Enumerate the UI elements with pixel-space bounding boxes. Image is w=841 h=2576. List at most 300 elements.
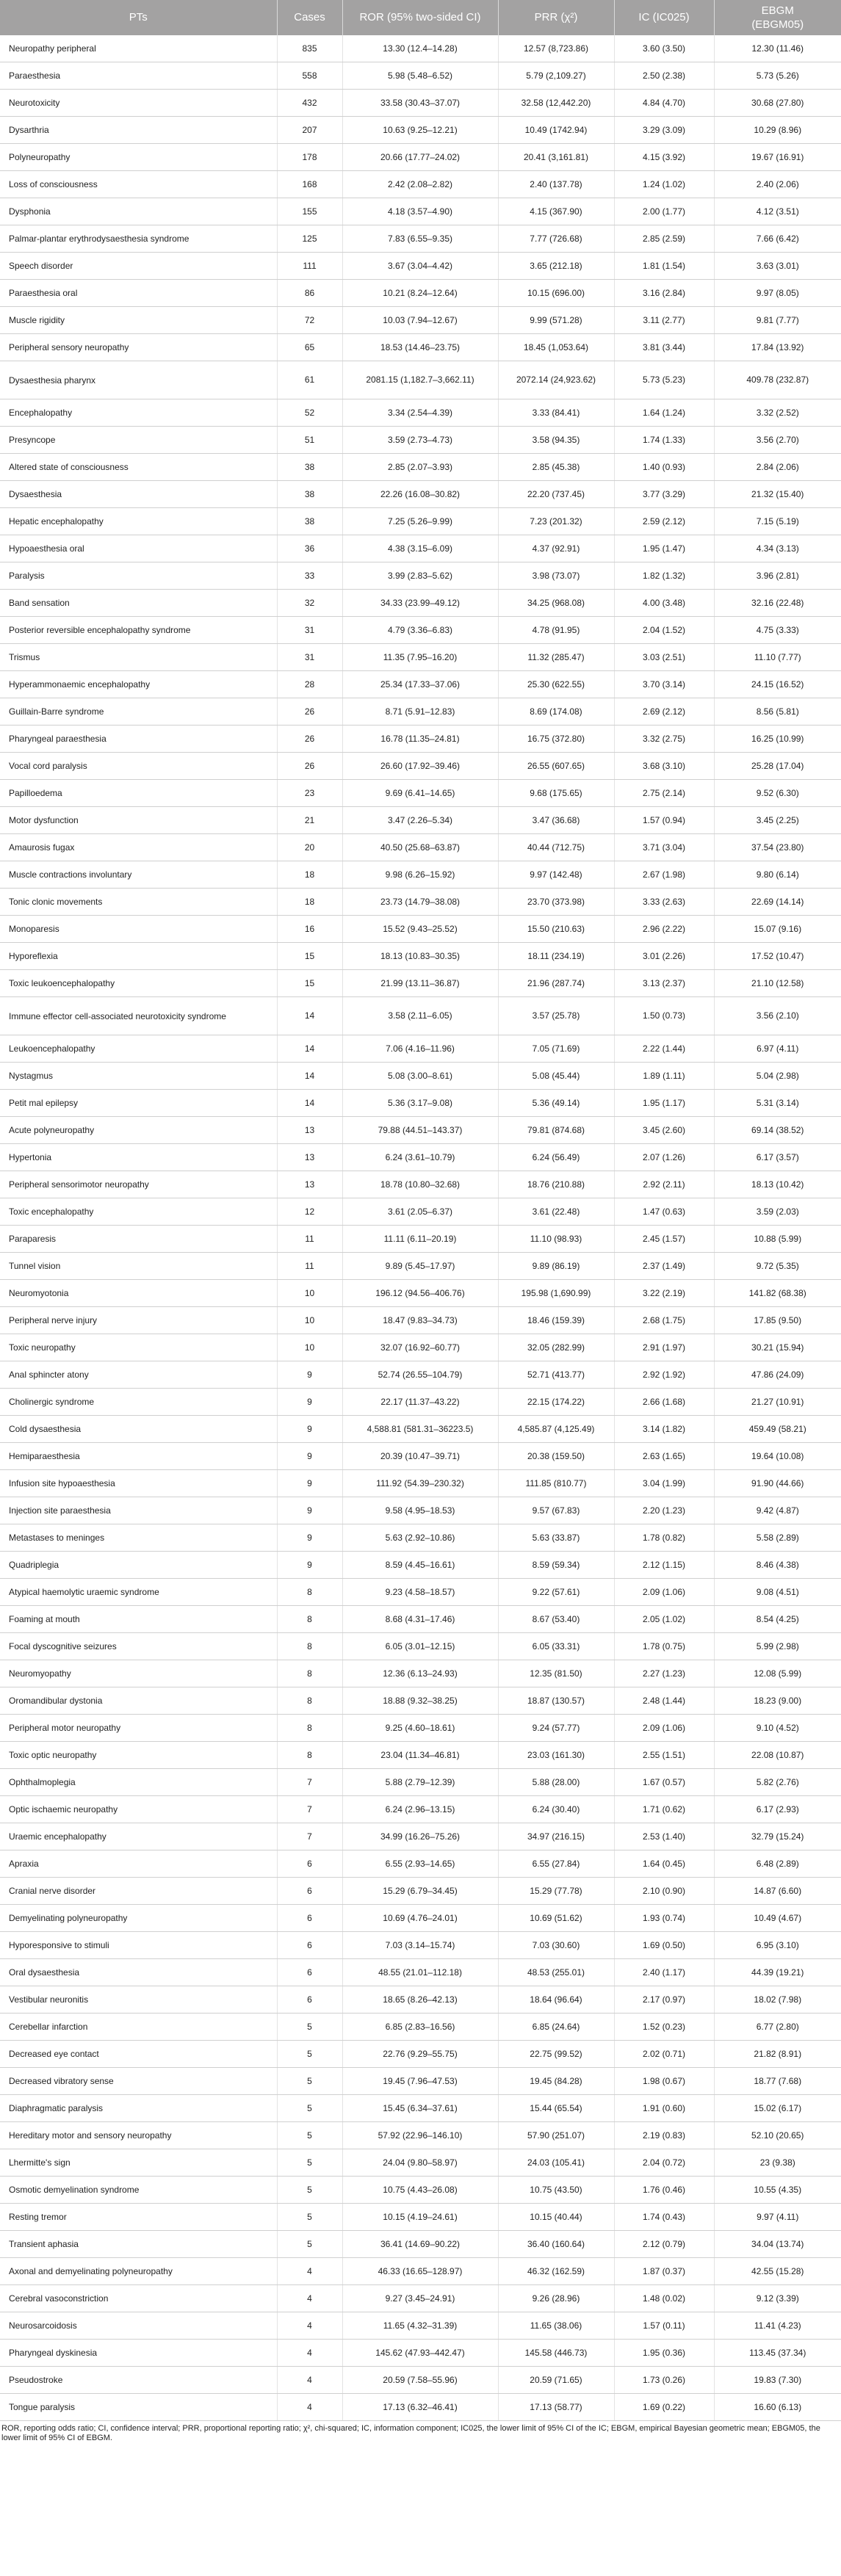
col-ebgm-cell: 9.72 (5.35)	[714, 1253, 841, 1280]
col-ic-cell: 3.01 (2.26)	[614, 943, 714, 970]
col-ic-cell: 1.95 (1.17)	[614, 1090, 714, 1117]
table-row	[0, 334, 841, 361]
col-ebgm-cell: 25.28 (17.04)	[714, 753, 841, 780]
table-row	[0, 1361, 841, 1389]
col-ror-cell: 18.88 (9.32–38.25)	[342, 1687, 498, 1715]
col-cases-cell: 36	[277, 535, 342, 562]
col-ebgm-cell: 18.23 (9.00)	[714, 1687, 841, 1715]
col-cases-cell: 9	[277, 1552, 342, 1579]
table-row	[0, 1687, 841, 1715]
table-row	[0, 617, 841, 644]
col-cases-cell: 558	[277, 62, 342, 90]
col-ic-cell: 4.84 (4.70)	[614, 90, 714, 117]
col-cases-cell: 432	[277, 90, 342, 117]
col-cases-cell: 86	[277, 280, 342, 307]
table-row	[0, 2231, 841, 2258]
col-ror-cell: 10.15 (4.19–24.61)	[342, 2204, 498, 2231]
col-cases-cell: 5	[277, 2014, 342, 2041]
col-prr-cell: 4.15 (367.90)	[498, 198, 614, 225]
col-ror-cell: 12.36 (6.13–24.93)	[342, 1660, 498, 1687]
table-row	[0, 2068, 841, 2095]
col-prr-cell: 19.45 (84.28)	[498, 2068, 614, 2095]
table-row	[0, 1796, 841, 1823]
pt-name-cell: Altered state of consciousness	[0, 454, 277, 481]
col-ebgm-cell: 42.55 (15.28)	[714, 2258, 841, 2285]
col-ror-cell: 20.39 (10.47–39.71)	[342, 1443, 498, 1470]
col-prr-cell: 32.58 (12,442.20)	[498, 90, 614, 117]
col-cases-cell: 26	[277, 698, 342, 726]
col-ror-cell: 15.45 (6.34–37.61)	[342, 2095, 498, 2122]
col-prr-cell: 11.32 (285.47)	[498, 644, 614, 671]
col-cases-cell: 16	[277, 916, 342, 943]
pt-name-cell: Anal sphincter atony	[0, 1361, 277, 1389]
pt-name-cell: Vestibular neuronitis	[0, 1986, 277, 2014]
col-prr-cell: 34.25 (968.08)	[498, 590, 614, 617]
col-ror-cell: 10.63 (9.25–12.21)	[342, 117, 498, 144]
col-ebgm-cell: 18.77 (7.68)	[714, 2068, 841, 2095]
table-row	[0, 1660, 841, 1687]
col-ic-cell: 1.64 (0.45)	[614, 1850, 714, 1878]
col-cases-cell: 4	[277, 2312, 342, 2340]
col-ror-cell: 8.68 (4.31–17.46)	[342, 1606, 498, 1633]
pt-name-cell: Foaming at mouth	[0, 1606, 277, 1633]
col-ebgm-cell: 3.96 (2.81)	[714, 562, 841, 590]
col-prr-cell: 12.35 (81.50)	[498, 1660, 614, 1687]
pt-name-cell: Hypertonia	[0, 1144, 277, 1171]
table-row	[0, 1769, 841, 1796]
col-ic-cell: 2.66 (1.68)	[614, 1389, 714, 1416]
col-ror-cell: 16.78 (11.35–24.81)	[342, 726, 498, 753]
col-ror-cell: 22.76 (9.29–55.75)	[342, 2041, 498, 2068]
pt-name-cell: Decreased vibratory sense	[0, 2068, 277, 2095]
col-cases-cell: 6	[277, 1905, 342, 1932]
col-ror-cell: 40.50 (25.68–63.87)	[342, 834, 498, 861]
col-ebgm-cell: 5.04 (2.98)	[714, 1063, 841, 1090]
pt-name-cell: Hyporeflexia	[0, 943, 277, 970]
table-row	[0, 2285, 841, 2312]
table-row	[0, 1117, 841, 1144]
table-row	[0, 171, 841, 198]
pt-name-cell: Resting tremor	[0, 2204, 277, 2231]
col-cases-cell: 31	[277, 644, 342, 671]
pt-name-cell: Polyneuropathy	[0, 144, 277, 171]
col-prr-cell: 2072.14 (24,923.62)	[498, 361, 614, 399]
col-ror-cell: 57.92 (22.96–146.10)	[342, 2122, 498, 2149]
col-ror-cell: 18.65 (8.26–42.13)	[342, 1986, 498, 2014]
col-ror-cell: 25.34 (17.33–37.06)	[342, 671, 498, 698]
table-row	[0, 2041, 841, 2068]
col-ic-cell: 1.76 (0.46)	[614, 2177, 714, 2204]
col-ic-cell: 2.17 (0.97)	[614, 1986, 714, 2014]
table-row	[0, 117, 841, 144]
col-ror-cell: 7.25 (5.26–9.99)	[342, 508, 498, 535]
col-ic-cell: 1.78 (0.82)	[614, 1524, 714, 1552]
col-ic-cell: 3.77 (3.29)	[614, 481, 714, 508]
col-prr-cell: 195.98 (1,690.99)	[498, 1280, 614, 1307]
pt-name-cell: Ophthalmoplegia	[0, 1769, 277, 1796]
pt-name-cell: Muscle rigidity	[0, 307, 277, 334]
col-ic-cell: 2.00 (1.77)	[614, 198, 714, 225]
col-ic-cell: 2.69 (2.12)	[614, 698, 714, 726]
col-prr-cell: 23.70 (373.98)	[498, 889, 614, 916]
col-ebgm-cell: 17.52 (10.47)	[714, 943, 841, 970]
col-cases-cell: 7	[277, 1796, 342, 1823]
col-ic-cell: 1.24 (1.02)	[614, 171, 714, 198]
col-prr-cell: 18.64 (96.64)	[498, 1986, 614, 2014]
table-row	[0, 2095, 841, 2122]
col-ic-cell: 3.13 (2.37)	[614, 970, 714, 997]
pt-name-cell: Posterior reversible encephalopathy syndrome	[0, 617, 277, 644]
col-cases-cell: 28	[277, 671, 342, 698]
col-prr-cell: 18.87 (130.57)	[498, 1687, 614, 1715]
col-ebgm-cell: 10.49 (4.67)	[714, 1905, 841, 1932]
col-ror-cell: 9.58 (4.95–18.53)	[342, 1497, 498, 1524]
col-cases-cell: 52	[277, 399, 342, 427]
pt-name-cell: Oromandibular dystonia	[0, 1687, 277, 1715]
col-prr-cell: 9.89 (86.19)	[498, 1253, 614, 1280]
col-ic-cell: 2.92 (1.92)	[614, 1361, 714, 1389]
table-row	[0, 1552, 841, 1579]
pt-name-cell: Peripheral sensory neuropathy	[0, 334, 277, 361]
pt-name-cell: Toxic optic neuropathy	[0, 1742, 277, 1769]
table-row	[0, 997, 841, 1035]
pt-name-cell: Optic ischaemic neuropathy	[0, 1796, 277, 1823]
col-ic-cell: 2.05 (1.02)	[614, 1606, 714, 1633]
col-cases-cell: 168	[277, 171, 342, 198]
table-row	[0, 2122, 841, 2149]
col-ror-cell: 9.89 (5.45–17.97)	[342, 1253, 498, 1280]
table-row	[0, 1416, 841, 1443]
col-ic-cell: 2.04 (0.72)	[614, 2149, 714, 2177]
col-ror-cell: 9.27 (3.45–24.91)	[342, 2285, 498, 2312]
pt-name-cell: Pharyngeal paraesthesia	[0, 726, 277, 753]
col-ic-cell: 1.64 (1.24)	[614, 399, 714, 427]
col-prr-cell: 7.23 (201.32)	[498, 508, 614, 535]
col-ror-cell: 15.52 (9.43–25.52)	[342, 916, 498, 943]
table-row	[0, 2312, 841, 2340]
table-row	[0, 590, 841, 617]
col-ror-cell: 4.79 (3.36–6.83)	[342, 617, 498, 644]
table-row	[0, 2149, 841, 2177]
col-cases-cell: 8	[277, 1579, 342, 1606]
table-row	[0, 2340, 841, 2367]
pt-name-cell: Injection site paraesthesia	[0, 1497, 277, 1524]
col-ebgm-cell: 8.54 (4.25)	[714, 1606, 841, 1633]
pt-name-cell: Toxic encephalopathy	[0, 1198, 277, 1226]
col-ic-cell: 1.71 (0.62)	[614, 1796, 714, 1823]
table-row	[0, 2258, 841, 2285]
col-ebgm-cell: 2.84 (2.06)	[714, 454, 841, 481]
col-ror-cell: 15.29 (6.79–34.45)	[342, 1878, 498, 1905]
col-ror-cell: 23.04 (11.34–46.81)	[342, 1742, 498, 1769]
col-cases-cell: 835	[277, 35, 342, 62]
table-header	[0, 0, 841, 35]
col-ic-cell: 1.81 (1.54)	[614, 253, 714, 280]
table-row	[0, 2014, 841, 2041]
col-prr-cell: 15.44 (65.54)	[498, 2095, 614, 2122]
table-row	[0, 427, 841, 454]
table-row	[0, 970, 841, 997]
col-ror-cell: 3.34 (2.54–4.39)	[342, 399, 498, 427]
pt-name-cell: Presyncope	[0, 427, 277, 454]
col-ic-cell: 2.91 (1.97)	[614, 1334, 714, 1361]
pt-name-cell: Monoparesis	[0, 916, 277, 943]
col-ebgm-cell: 19.83 (7.30)	[714, 2367, 841, 2394]
col-ic-cell: 3.14 (1.82)	[614, 1416, 714, 1443]
col-ebgm-cell: 6.97 (4.11)	[714, 1035, 841, 1063]
col-prr-cell: 3.57 (25.78)	[498, 997, 614, 1035]
col-cases-cell: 9	[277, 1389, 342, 1416]
table-row	[0, 562, 841, 590]
col-prr-cell: 17.13 (58.77)	[498, 2394, 614, 2421]
col-ror-cell: 26.60 (17.92–39.46)	[342, 753, 498, 780]
col-ebgm-cell: 44.39 (19.21)	[714, 1959, 841, 1986]
col-ebgm-cell: 11.10 (7.77)	[714, 644, 841, 671]
header-col-prr: PRR (χ²)	[498, 0, 614, 35]
table-row	[0, 361, 841, 399]
col-ic-cell: 1.93 (0.74)	[614, 1905, 714, 1932]
col-ic-cell: 2.19 (0.83)	[614, 2122, 714, 2149]
pt-name-cell: Diaphragmatic paralysis	[0, 2095, 277, 2122]
col-cases-cell: 155	[277, 198, 342, 225]
table-row	[0, 198, 841, 225]
pt-name-cell: Cranial nerve disorder	[0, 1878, 277, 1905]
col-ebgm-cell: 9.10 (4.52)	[714, 1715, 841, 1742]
col-ebgm-cell: 6.17 (2.93)	[714, 1796, 841, 1823]
pt-name-cell: Nystagmus	[0, 1063, 277, 1090]
pt-name-cell: Decreased eye contact	[0, 2041, 277, 2068]
col-cases-cell: 7	[277, 1769, 342, 1796]
col-ebgm-cell: 5.58 (2.89)	[714, 1524, 841, 1552]
col-ebgm-cell: 5.82 (2.76)	[714, 1769, 841, 1796]
col-cases-cell: 5	[277, 2041, 342, 2068]
table-row	[0, 280, 841, 307]
col-ror-cell: 145.62 (47.93–442.47)	[342, 2340, 498, 2367]
col-ror-cell: 18.78 (10.80–32.68)	[342, 1171, 498, 1198]
table-row	[0, 834, 841, 861]
col-ic-cell: 1.73 (0.26)	[614, 2367, 714, 2394]
col-ic-cell: 2.96 (2.22)	[614, 916, 714, 943]
pt-name-cell: Demyelinating polyneuropathy	[0, 1905, 277, 1932]
col-prr-cell: 3.61 (22.48)	[498, 1198, 614, 1226]
col-cases-cell: 18	[277, 889, 342, 916]
pt-name-cell: Guillain-Barre syndrome	[0, 698, 277, 726]
col-prr-cell: 36.40 (160.64)	[498, 2231, 614, 2258]
pt-name-cell: Toxic neuropathy	[0, 1334, 277, 1361]
col-cases-cell: 11	[277, 1226, 342, 1253]
pt-name-cell: Hepatic encephalopathy	[0, 508, 277, 535]
pt-name-cell: Papilloedema	[0, 780, 277, 807]
col-ebgm-cell: 17.84 (13.92)	[714, 334, 841, 361]
col-ic-cell: 2.63 (1.65)	[614, 1443, 714, 1470]
col-ror-cell: 9.69 (6.41–14.65)	[342, 780, 498, 807]
col-ic-cell: 2.40 (1.17)	[614, 1959, 714, 1986]
col-cases-cell: 5	[277, 2204, 342, 2231]
col-prr-cell: 9.24 (57.77)	[498, 1715, 614, 1742]
pt-name-cell: Metastases to meninges	[0, 1524, 277, 1552]
col-ror-cell: 18.47 (9.83–34.73)	[342, 1307, 498, 1334]
col-prr-cell: 9.99 (571.28)	[498, 307, 614, 334]
col-ror-cell: 10.21 (8.24–12.64)	[342, 280, 498, 307]
col-prr-cell: 3.33 (84.41)	[498, 399, 614, 427]
col-ror-cell: 6.24 (2.96–13.15)	[342, 1796, 498, 1823]
col-ror-cell: 23.73 (14.79–38.08)	[342, 889, 498, 916]
col-ebgm-cell: 15.07 (9.16)	[714, 916, 841, 943]
col-prr-cell: 22.15 (174.22)	[498, 1389, 614, 1416]
col-ror-cell: 4.18 (3.57–4.90)	[342, 198, 498, 225]
col-ic-cell: 1.78 (0.75)	[614, 1633, 714, 1660]
col-prr-cell: 3.58 (94.35)	[498, 427, 614, 454]
pt-name-cell: Dysarthria	[0, 117, 277, 144]
pt-name-cell: Hemiparaesthesia	[0, 1443, 277, 1470]
table-row	[0, 35, 841, 62]
col-cases-cell: 14	[277, 1035, 342, 1063]
col-prr-cell: 9.57 (67.83)	[498, 1497, 614, 1524]
table-row	[0, 861, 841, 889]
pt-name-cell: Tunnel vision	[0, 1253, 277, 1280]
col-cases-cell: 5	[277, 2122, 342, 2149]
col-prr-cell: 57.90 (251.07)	[498, 2122, 614, 2149]
col-ebgm-cell: 32.16 (22.48)	[714, 590, 841, 617]
col-ic-cell: 1.57 (0.94)	[614, 807, 714, 834]
col-ror-cell: 79.88 (44.51–143.37)	[342, 1117, 498, 1144]
table-row	[0, 535, 841, 562]
pt-name-cell: Paraparesis	[0, 1226, 277, 1253]
col-cases-cell: 10	[277, 1307, 342, 1334]
pt-name-cell: Paraesthesia oral	[0, 280, 277, 307]
col-prr-cell: 6.85 (24.64)	[498, 2014, 614, 2041]
col-cases-cell: 14	[277, 997, 342, 1035]
col-ic-cell: 2.53 (1.40)	[614, 1823, 714, 1850]
pt-name-cell: Infusion site hypoaesthesia	[0, 1470, 277, 1497]
col-ror-cell: 3.58 (2.11–6.05)	[342, 997, 498, 1035]
col-prr-cell: 18.45 (1,053.64)	[498, 334, 614, 361]
pt-name-cell: Uraemic encephalopathy	[0, 1823, 277, 1850]
table-row	[0, 1307, 841, 1334]
col-prr-cell: 5.88 (28.00)	[498, 1769, 614, 1796]
col-cases-cell: 51	[277, 427, 342, 454]
col-prr-cell: 111.85 (810.77)	[498, 1470, 614, 1497]
col-ic-cell: 1.89 (1.11)	[614, 1063, 714, 1090]
header-col-cases: Cases	[277, 0, 342, 35]
col-cases-cell: 38	[277, 508, 342, 535]
col-ic-cell: 3.60 (3.50)	[614, 35, 714, 62]
col-ebgm-cell: 37.54 (23.80)	[714, 834, 841, 861]
col-prr-cell: 145.58 (446.73)	[498, 2340, 614, 2367]
header-col-ic: IC (IC025)	[614, 0, 714, 35]
pt-name-cell: Loss of consciousness	[0, 171, 277, 198]
col-ic-cell: 3.04 (1.99)	[614, 1470, 714, 1497]
col-ebgm-cell: 23 (9.38)	[714, 2149, 841, 2177]
col-ic-cell: 2.02 (0.71)	[614, 2041, 714, 2068]
col-ebgm-cell: 3.56 (2.10)	[714, 997, 841, 1035]
col-ebgm-cell: 3.63 (3.01)	[714, 253, 841, 280]
col-ic-cell: 2.10 (0.90)	[614, 1878, 714, 1905]
col-ebgm-cell: 459.49 (58.21)	[714, 1416, 841, 1443]
col-ebgm-cell: 6.17 (3.57)	[714, 1144, 841, 1171]
col-cases-cell: 26	[277, 753, 342, 780]
table-row	[0, 1171, 841, 1198]
pt-name-cell: Toxic leukoencephalopathy	[0, 970, 277, 997]
col-ic-cell: 3.11 (2.77)	[614, 307, 714, 334]
col-cases-cell: 8	[277, 1742, 342, 1769]
pt-name-cell: Hypoaesthesia oral	[0, 535, 277, 562]
col-prr-cell: 15.50 (210.63)	[498, 916, 614, 943]
col-cases-cell: 20	[277, 834, 342, 861]
col-cases-cell: 4	[277, 2340, 342, 2367]
col-ebgm-cell: 7.15 (5.19)	[714, 508, 841, 535]
col-cases-cell: 18	[277, 861, 342, 889]
col-ror-cell: 3.67 (3.04–4.42)	[342, 253, 498, 280]
col-ebgm-cell: 409.78 (232.87)	[714, 361, 841, 399]
col-ic-cell: 1.98 (0.67)	[614, 2068, 714, 2095]
pt-name-cell: Osmotic demyelination syndrome	[0, 2177, 277, 2204]
col-ror-cell: 17.13 (6.32–46.41)	[342, 2394, 498, 2421]
col-ebgm-cell: 30.21 (15.94)	[714, 1334, 841, 1361]
table-row	[0, 1198, 841, 1226]
col-cases-cell: 15	[277, 970, 342, 997]
table-row	[0, 1497, 841, 1524]
col-ror-cell: 4,588.81 (581.31–36223.5)	[342, 1416, 498, 1443]
col-cases-cell: 61	[277, 361, 342, 399]
col-ic-cell: 2.27 (1.23)	[614, 1660, 714, 1687]
col-ic-cell: 1.95 (0.36)	[614, 2340, 714, 2367]
col-ic-cell: 4.00 (3.48)	[614, 590, 714, 617]
col-ror-cell: 2.42 (2.08–2.82)	[342, 171, 498, 198]
table-row	[0, 2204, 841, 2231]
col-prr-cell: 52.71 (413.77)	[498, 1361, 614, 1389]
col-ebgm-cell: 141.82 (68.38)	[714, 1280, 841, 1307]
pt-name-cell: Dysphonia	[0, 198, 277, 225]
col-prr-cell: 26.55 (607.65)	[498, 753, 614, 780]
col-ror-cell: 19.45 (7.96–47.53)	[342, 2068, 498, 2095]
pt-name-cell: Hyporesponsive to stimuli	[0, 1932, 277, 1959]
col-prr-cell: 4.37 (92.91)	[498, 535, 614, 562]
col-ebgm-cell: 52.10 (20.65)	[714, 2122, 841, 2149]
col-prr-cell: 9.26 (28.96)	[498, 2285, 614, 2312]
pt-name-cell: Muscle contractions involuntary	[0, 861, 277, 889]
header-row	[0, 0, 841, 35]
pt-name-cell: Band sensation	[0, 590, 277, 617]
pt-name-cell: Paralysis	[0, 562, 277, 590]
col-ic-cell: 2.12 (0.79)	[614, 2231, 714, 2258]
col-prr-cell: 4,585.87 (4,125.49)	[498, 1416, 614, 1443]
col-ic-cell: 1.69 (0.22)	[614, 2394, 714, 2421]
col-prr-cell: 40.44 (712.75)	[498, 834, 614, 861]
col-ic-cell: 2.68 (1.75)	[614, 1307, 714, 1334]
col-prr-cell: 6.24 (56.49)	[498, 1144, 614, 1171]
col-ebgm-cell: 18.13 (10.42)	[714, 1171, 841, 1198]
col-cases-cell: 65	[277, 334, 342, 361]
col-cases-cell: 125	[277, 225, 342, 253]
col-ror-cell: 48.55 (21.01–112.18)	[342, 1959, 498, 1986]
col-ic-cell: 3.33 (2.63)	[614, 889, 714, 916]
col-cases-cell: 12	[277, 1198, 342, 1226]
col-ebgm-cell: 9.52 (6.30)	[714, 780, 841, 807]
col-cases-cell: 10	[277, 1334, 342, 1361]
col-ror-cell: 22.26 (16.08–30.82)	[342, 481, 498, 508]
col-ic-cell: 5.73 (5.23)	[614, 361, 714, 399]
col-prr-cell: 34.97 (216.15)	[498, 1823, 614, 1850]
col-ebgm-cell: 16.25 (10.99)	[714, 726, 841, 753]
col-ebgm-cell: 9.42 (4.87)	[714, 1497, 841, 1524]
col-prr-cell: 23.03 (161.30)	[498, 1742, 614, 1769]
col-ebgm-cell: 18.02 (7.98)	[714, 1986, 841, 2014]
col-ror-cell: 111.92 (54.39–230.32)	[342, 1470, 498, 1497]
pt-name-cell: Peripheral nerve injury	[0, 1307, 277, 1334]
col-ebgm-cell: 6.48 (2.89)	[714, 1850, 841, 1878]
pt-name-cell: Dysaesthesia	[0, 481, 277, 508]
